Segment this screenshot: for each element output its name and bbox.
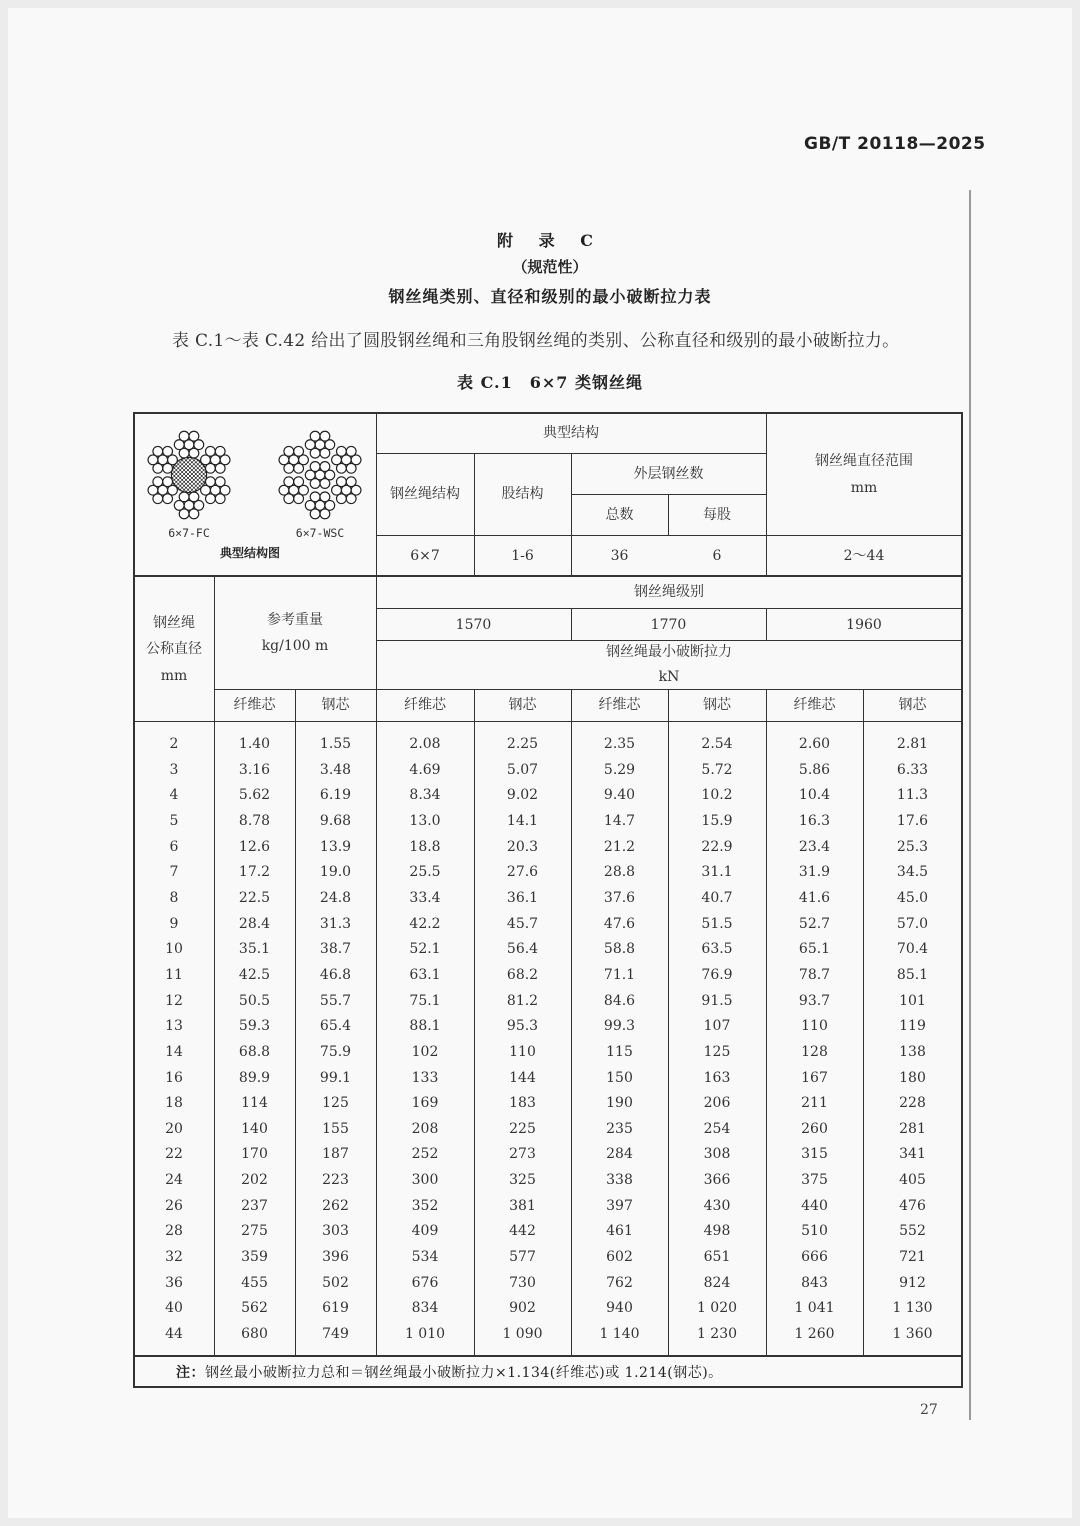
nominal-diameter-cell: 26 [165, 1197, 183, 1214]
table-cell: 155 [322, 1120, 349, 1137]
table-cell: 6.19 [319, 787, 352, 804]
table-cell: 110 [509, 1043, 536, 1060]
table-cell: 187 [322, 1146, 349, 1163]
table-cell: 33.4 [409, 889, 441, 906]
table-cell: 71.1 [603, 966, 636, 983]
grade-1770: 1770 [650, 617, 687, 633]
table-cell: 762 [606, 1274, 633, 1291]
table-cell: 208 [411, 1120, 439, 1137]
table-cell: 28.4 [238, 915, 271, 932]
table-cell: 225 [509, 1120, 536, 1137]
table-cell: 40.7 [701, 889, 733, 906]
table-cell: 5.07 [506, 761, 539, 778]
grade-1570: 1570 [455, 617, 492, 633]
nominal-diameter-cell: 12 [165, 992, 183, 1009]
subheader-1770-fibre-core: 纤维芯 [598, 697, 641, 713]
appendix-type: （规范性） [512, 258, 588, 276]
table-cell: 57.0 [896, 915, 929, 932]
nominal-diameter-cell: 8 [169, 889, 179, 906]
table-cell: 76.9 [701, 966, 733, 983]
table-cell: 51.5 [701, 915, 733, 932]
table-cell: 262 [322, 1197, 349, 1214]
nominal-diameter-cell: 5 [169, 813, 179, 829]
table-cell: 9.68 [319, 813, 352, 829]
nominal-diameter-header-line1: 钢丝绳 [153, 615, 195, 631]
table-cell: 63.5 [701, 941, 733, 958]
table-cell: 206 [703, 1095, 731, 1112]
table-cell: 31.3 [319, 915, 352, 932]
table-cell: 125 [322, 1095, 349, 1112]
table-cell: 24.8 [319, 889, 352, 906]
table-cell: 18.8 [409, 838, 441, 855]
nominal-diameter-cell: 14 [165, 1043, 183, 1060]
rope-structure-value: 6×7 [410, 548, 440, 564]
table-cell: 110 [801, 1018, 828, 1035]
table-cell: 562 [241, 1300, 268, 1317]
table-cell: 31.9 [798, 864, 831, 881]
table-cell: 730 [509, 1274, 536, 1291]
table-cell: 510 [801, 1223, 828, 1240]
table-cell: 3.16 [238, 761, 271, 778]
table-cell: 75.1 [409, 992, 441, 1009]
table-cell: 8.34 [409, 787, 441, 804]
table-cell: 2.35 [603, 736, 636, 752]
table-cell: 128 [801, 1043, 828, 1060]
table-cell: 36.1 [506, 889, 539, 906]
nominal-diameter-cell: 20 [165, 1120, 183, 1137]
outer-wires-total-header: 总数 [605, 507, 634, 523]
table-cell: 138 [899, 1043, 926, 1060]
table-cell: 940 [606, 1300, 633, 1317]
table-cell: 13.9 [319, 838, 352, 855]
table-cell: 14.7 [603, 813, 636, 829]
table-cell: 59.3 [238, 1018, 271, 1035]
table-cell: 275 [241, 1223, 268, 1240]
table-cell: 202 [241, 1172, 268, 1188]
table-cell: 502 [322, 1274, 349, 1291]
standard-code: GB/T 20118—2025 [804, 134, 986, 154]
table-cell: 190 [606, 1095, 633, 1112]
subheader-1770-steel-core: 钢芯 [703, 697, 731, 713]
table-cell: 70.4 [896, 941, 929, 958]
nominal-diameter-cell: 6 [169, 838, 179, 855]
grade-heading: 钢丝绳级别 [634, 584, 704, 600]
table-cell: 45.7 [506, 915, 539, 932]
subheader-1960-fibre-core: 纤维芯 [793, 697, 836, 713]
table-cell: 167 [801, 1069, 828, 1086]
table-cell: 1 090 [502, 1325, 543, 1342]
table-cell: 666 [801, 1249, 828, 1265]
reference-weight-header: 参考重量 [267, 612, 323, 628]
table-cell: 16.3 [798, 813, 831, 829]
table-cell: 55.7 [319, 992, 352, 1009]
table-cell: 534 [411, 1249, 439, 1265]
table-cell: 749 [322, 1325, 349, 1342]
table-cell: 4.69 [409, 761, 441, 778]
appendix-label: 附 录 C [497, 231, 603, 250]
table-cell: 2.54 [701, 736, 733, 752]
subheader-1960-steel-core: 钢芯 [898, 697, 927, 713]
table-cell: 409 [411, 1223, 439, 1240]
note-text: 钢丝最小破断拉力总和＝钢丝绳最小破断拉力×1.134(纤维芯)或 1.214(钢芯)。 [205, 1365, 723, 1381]
nominal-diameter-unit: mm [160, 668, 188, 684]
nominal-diameter-cell: 44 [165, 1325, 183, 1342]
subheader-1570-fibre-core: 纤维芯 [404, 697, 446, 713]
table-cell: 577 [509, 1249, 536, 1265]
table-cell: 125 [703, 1043, 731, 1060]
table-cell: 834 [411, 1300, 439, 1317]
table-cell: 68.8 [238, 1043, 271, 1060]
table-cell: 2.60 [798, 736, 831, 752]
table-cell: 9.02 [506, 787, 539, 804]
table-cell: 2.08 [409, 736, 441, 752]
table-cell: 17.6 [896, 813, 929, 829]
table-cell: 602 [606, 1249, 633, 1265]
table-cell: 11.3 [896, 787, 929, 804]
intro-paragraph: 表 C.1～表 C.42 给出了圆股钢丝绳和三角股钢丝绳的类别、公称直径和级别的最小破断拉力。 [172, 331, 900, 351]
table-cell: 1.40 [238, 736, 271, 752]
table-cell: 25.5 [409, 864, 441, 881]
table-cell: 1.55 [319, 736, 352, 752]
table-cell: 1 020 [696, 1300, 738, 1317]
table-cell: 133 [411, 1069, 439, 1086]
table-cell: 430 [703, 1197, 731, 1214]
table-cell: 680 [241, 1325, 268, 1342]
table-cell: 34.5 [896, 864, 929, 881]
table-cell: 1 010 [404, 1325, 446, 1342]
subheader-1570-steel-core: 钢芯 [508, 697, 537, 713]
table-cell: 300 [411, 1172, 439, 1188]
table-cell: 315 [801, 1146, 828, 1163]
table-cell: 375 [801, 1172, 828, 1188]
table-cell: 78.7 [798, 966, 831, 983]
table-cell: 68.2 [506, 966, 539, 983]
table-cell: 140 [241, 1120, 268, 1137]
table-cell: 6.33 [896, 761, 929, 778]
table-cell: 85.1 [896, 966, 929, 983]
outer-wires-header: 外层钢丝数 [633, 466, 704, 482]
table-cell: 10.2 [701, 787, 733, 804]
strand-structure-value: 1-6 [511, 548, 534, 564]
table-cell: 2.25 [506, 736, 539, 752]
nominal-diameter-cell: 36 [165, 1274, 183, 1291]
nominal-diameter-cell: 22 [165, 1146, 183, 1163]
table-cell: 2.81 [896, 736, 929, 752]
table-cell: 1 140 [599, 1325, 640, 1342]
table-cell: 115 [606, 1043, 633, 1060]
table-cell: 5.62 [238, 787, 271, 804]
table-cell: 325 [509, 1172, 536, 1188]
nominal-diameter-cell: 11 [165, 966, 183, 983]
table-cell: 52.7 [798, 915, 831, 932]
table-cell: 88.1 [409, 1018, 441, 1035]
table-cell: 651 [703, 1249, 731, 1265]
table-cell: 1 260 [794, 1325, 835, 1342]
table-cell: 84.6 [603, 992, 636, 1009]
table-cell: 102 [411, 1043, 439, 1060]
outer-wires-per-strand-value: 6 [712, 548, 722, 564]
table-cell: 75.9 [319, 1043, 352, 1060]
table-cell: 22.5 [238, 889, 271, 906]
table-cell: 15.9 [701, 813, 733, 829]
rope-structure-header: 钢丝绳结构 [390, 486, 460, 502]
subheader-weight-steel-core: 钢芯 [321, 697, 350, 713]
table-cell: 41.6 [798, 889, 831, 906]
nominal-diameter-cell: 4 [169, 787, 179, 804]
min-breaking-force-unit: kN [658, 669, 680, 685]
table-cell: 93.7 [798, 992, 831, 1009]
table-cell: 144 [509, 1069, 536, 1086]
table-cell: 50.5 [238, 992, 271, 1009]
table-cell: 359 [241, 1249, 268, 1265]
table-cell: 180 [899, 1069, 926, 1086]
table-note [176, 1362, 723, 1382]
table-cell: 381 [509, 1197, 536, 1214]
table-cell: 17.2 [238, 864, 271, 881]
table-cell: 19.0 [319, 864, 352, 881]
figure-label-wsc: 6×7-WSC [295, 526, 345, 540]
table-cell: 1 130 [892, 1300, 933, 1317]
table-cell: 163 [703, 1069, 731, 1086]
table-cell: 28.8 [603, 864, 636, 881]
table-cell: 46.8 [319, 966, 352, 983]
table-cell: 235 [606, 1120, 633, 1137]
table-cell: 10.4 [798, 787, 831, 804]
table-cell: 843 [801, 1274, 828, 1291]
table-cell: 91.5 [701, 992, 733, 1009]
table-cell: 5.72 [701, 761, 733, 778]
rope-cross-section-fc-figure [140, 428, 238, 522]
table-cell: 63.1 [409, 966, 441, 983]
table-cell: 341 [899, 1146, 926, 1163]
nominal-diameter-cell: 32 [165, 1249, 183, 1265]
nominal-diameter-cell: 28 [165, 1223, 183, 1240]
diameter-range-header: 钢丝绳直径范围 [815, 453, 913, 469]
table-cell: 455 [241, 1274, 268, 1291]
nominal-diameter-cell: 13 [165, 1018, 183, 1035]
table-cell: 169 [411, 1095, 439, 1112]
table-cell: 284 [606, 1146, 633, 1163]
rope-cross-section-wsc-figure [271, 428, 369, 522]
table-cell: 1 230 [696, 1325, 738, 1342]
outer-wires-total-value: 36 [610, 548, 629, 564]
table-cell: 912 [899, 1274, 926, 1291]
table-cell: 8.78 [238, 813, 271, 829]
table-cell: 20.3 [506, 838, 539, 855]
table-cell: 254 [703, 1120, 731, 1137]
table-cell: 228 [899, 1095, 926, 1112]
table-cell: 35.1 [238, 941, 271, 958]
table-cell: 81.2 [506, 992, 539, 1009]
table-cell: 405 [899, 1172, 926, 1188]
table-cell: 23.4 [798, 838, 831, 855]
table-cell: 170 [241, 1146, 268, 1163]
table-cell: 25.3 [896, 838, 929, 855]
reference-weight-unit: kg/100 m [261, 638, 329, 654]
table-cell: 56.4 [506, 941, 539, 958]
table-cell: 397 [606, 1197, 633, 1214]
table-cell: 211 [801, 1095, 828, 1112]
table-cell: 14.1 [506, 813, 539, 829]
table-cell: 3.48 [319, 761, 352, 778]
nominal-diameter-header-line2: 公称直径 [146, 641, 202, 657]
table-caption: 表 C.1 6×7 类钢丝绳 [457, 373, 643, 392]
table-cell: 31.1 [701, 864, 733, 881]
table-cell: 461 [606, 1223, 633, 1240]
table-cell: 303 [322, 1223, 349, 1240]
strand-structure-header: 股结构 [501, 486, 544, 502]
table-cell: 99.3 [603, 1018, 636, 1035]
table-cell: 95.3 [506, 1018, 539, 1035]
nominal-diameter-cell: 2 [169, 736, 179, 752]
table-cell: 308 [703, 1146, 731, 1163]
table-cell: 1 041 [794, 1300, 835, 1317]
table-cell: 114 [241, 1095, 268, 1112]
typical-structure-heading: 典型结构 [543, 425, 599, 441]
page-number: 27 [920, 1402, 938, 1418]
table-cell: 13.0 [409, 813, 441, 829]
nominal-diameter-cell: 9 [169, 915, 179, 932]
table-cell: 498 [703, 1223, 731, 1240]
table-cell: 721 [899, 1249, 926, 1265]
table-cell: 22.9 [701, 838, 733, 855]
table-cell: 47.6 [603, 915, 636, 932]
table-cell: 37.6 [603, 889, 636, 906]
table-cell: 58.8 [603, 941, 636, 958]
diameter-range-value: 2～44 [843, 548, 885, 564]
table-cell: 89.9 [238, 1069, 271, 1086]
table-cell: 5.86 [798, 761, 831, 778]
table-cell: 619 [322, 1300, 349, 1317]
table-cell: 281 [899, 1120, 926, 1137]
note-label: 注： [176, 1365, 205, 1381]
table-cell: 101 [899, 992, 926, 1009]
appendix-title: 钢丝绳类别、直径和级别的最小破断拉力表 [388, 287, 712, 306]
table-cell: 42.5 [238, 966, 271, 983]
table-cell: 150 [606, 1069, 633, 1086]
table-cell: 107 [703, 1018, 731, 1035]
table-cell: 273 [509, 1146, 536, 1163]
table-cell: 65.1 [798, 941, 831, 958]
table-cell: 1 360 [892, 1325, 933, 1342]
table-cell: 252 [411, 1146, 439, 1163]
nominal-diameter-cell: 24 [165, 1172, 183, 1188]
table-cell: 223 [322, 1172, 349, 1188]
table-cell: 442 [509, 1223, 536, 1240]
nominal-diameter-cell: 3 [169, 761, 179, 778]
nominal-diameter-cell: 40 [165, 1300, 183, 1317]
table-cell: 65.4 [319, 1018, 352, 1035]
outer-wires-per-strand-header: 每股 [703, 507, 731, 523]
table-cell: 440 [801, 1197, 828, 1214]
table-cell: 237 [241, 1197, 268, 1214]
figure-caption: 典型结构图 [219, 546, 280, 560]
table-cell: 183 [509, 1095, 536, 1112]
table-cell: 338 [606, 1172, 633, 1188]
table-cell: 5.29 [603, 761, 636, 778]
table-cell: 396 [322, 1249, 349, 1265]
min-breaking-force-heading: 钢丝绳最小破断拉力 [606, 644, 732, 660]
table-cell: 45.0 [896, 889, 929, 906]
nominal-diameter-cell: 10 [165, 941, 183, 958]
table-cell: 352 [411, 1197, 439, 1214]
nominal-diameter-cell: 7 [169, 864, 179, 881]
table-cell: 99.1 [319, 1069, 352, 1086]
table-cell: 42.2 [409, 915, 441, 932]
table-cell: 27.6 [506, 864, 539, 881]
table-cell: 12.6 [238, 838, 271, 855]
grade-1960: 1960 [846, 617, 882, 633]
table-cell: 824 [703, 1274, 731, 1291]
nominal-diameter-cell: 18 [165, 1095, 183, 1112]
table-cell: 119 [899, 1018, 926, 1035]
table-cell: 52.1 [409, 941, 441, 958]
table-cell: 366 [703, 1172, 731, 1188]
subheader-weight-fibre-core: 纤维芯 [233, 697, 276, 713]
nominal-diameter-cell: 16 [165, 1069, 183, 1086]
table-cell: 38.7 [319, 941, 352, 958]
table-cell: 902 [509, 1300, 536, 1317]
table-cell: 552 [899, 1223, 926, 1240]
table-cell: 676 [411, 1274, 439, 1291]
diameter-range-unit: mm [850, 480, 878, 496]
figure-label-fc: 6×7-FC [168, 526, 210, 540]
table-cell: 21.2 [603, 838, 636, 855]
table-cell: 260 [801, 1120, 828, 1137]
table-cell: 476 [899, 1197, 926, 1214]
table-cell: 9.40 [603, 787, 636, 804]
